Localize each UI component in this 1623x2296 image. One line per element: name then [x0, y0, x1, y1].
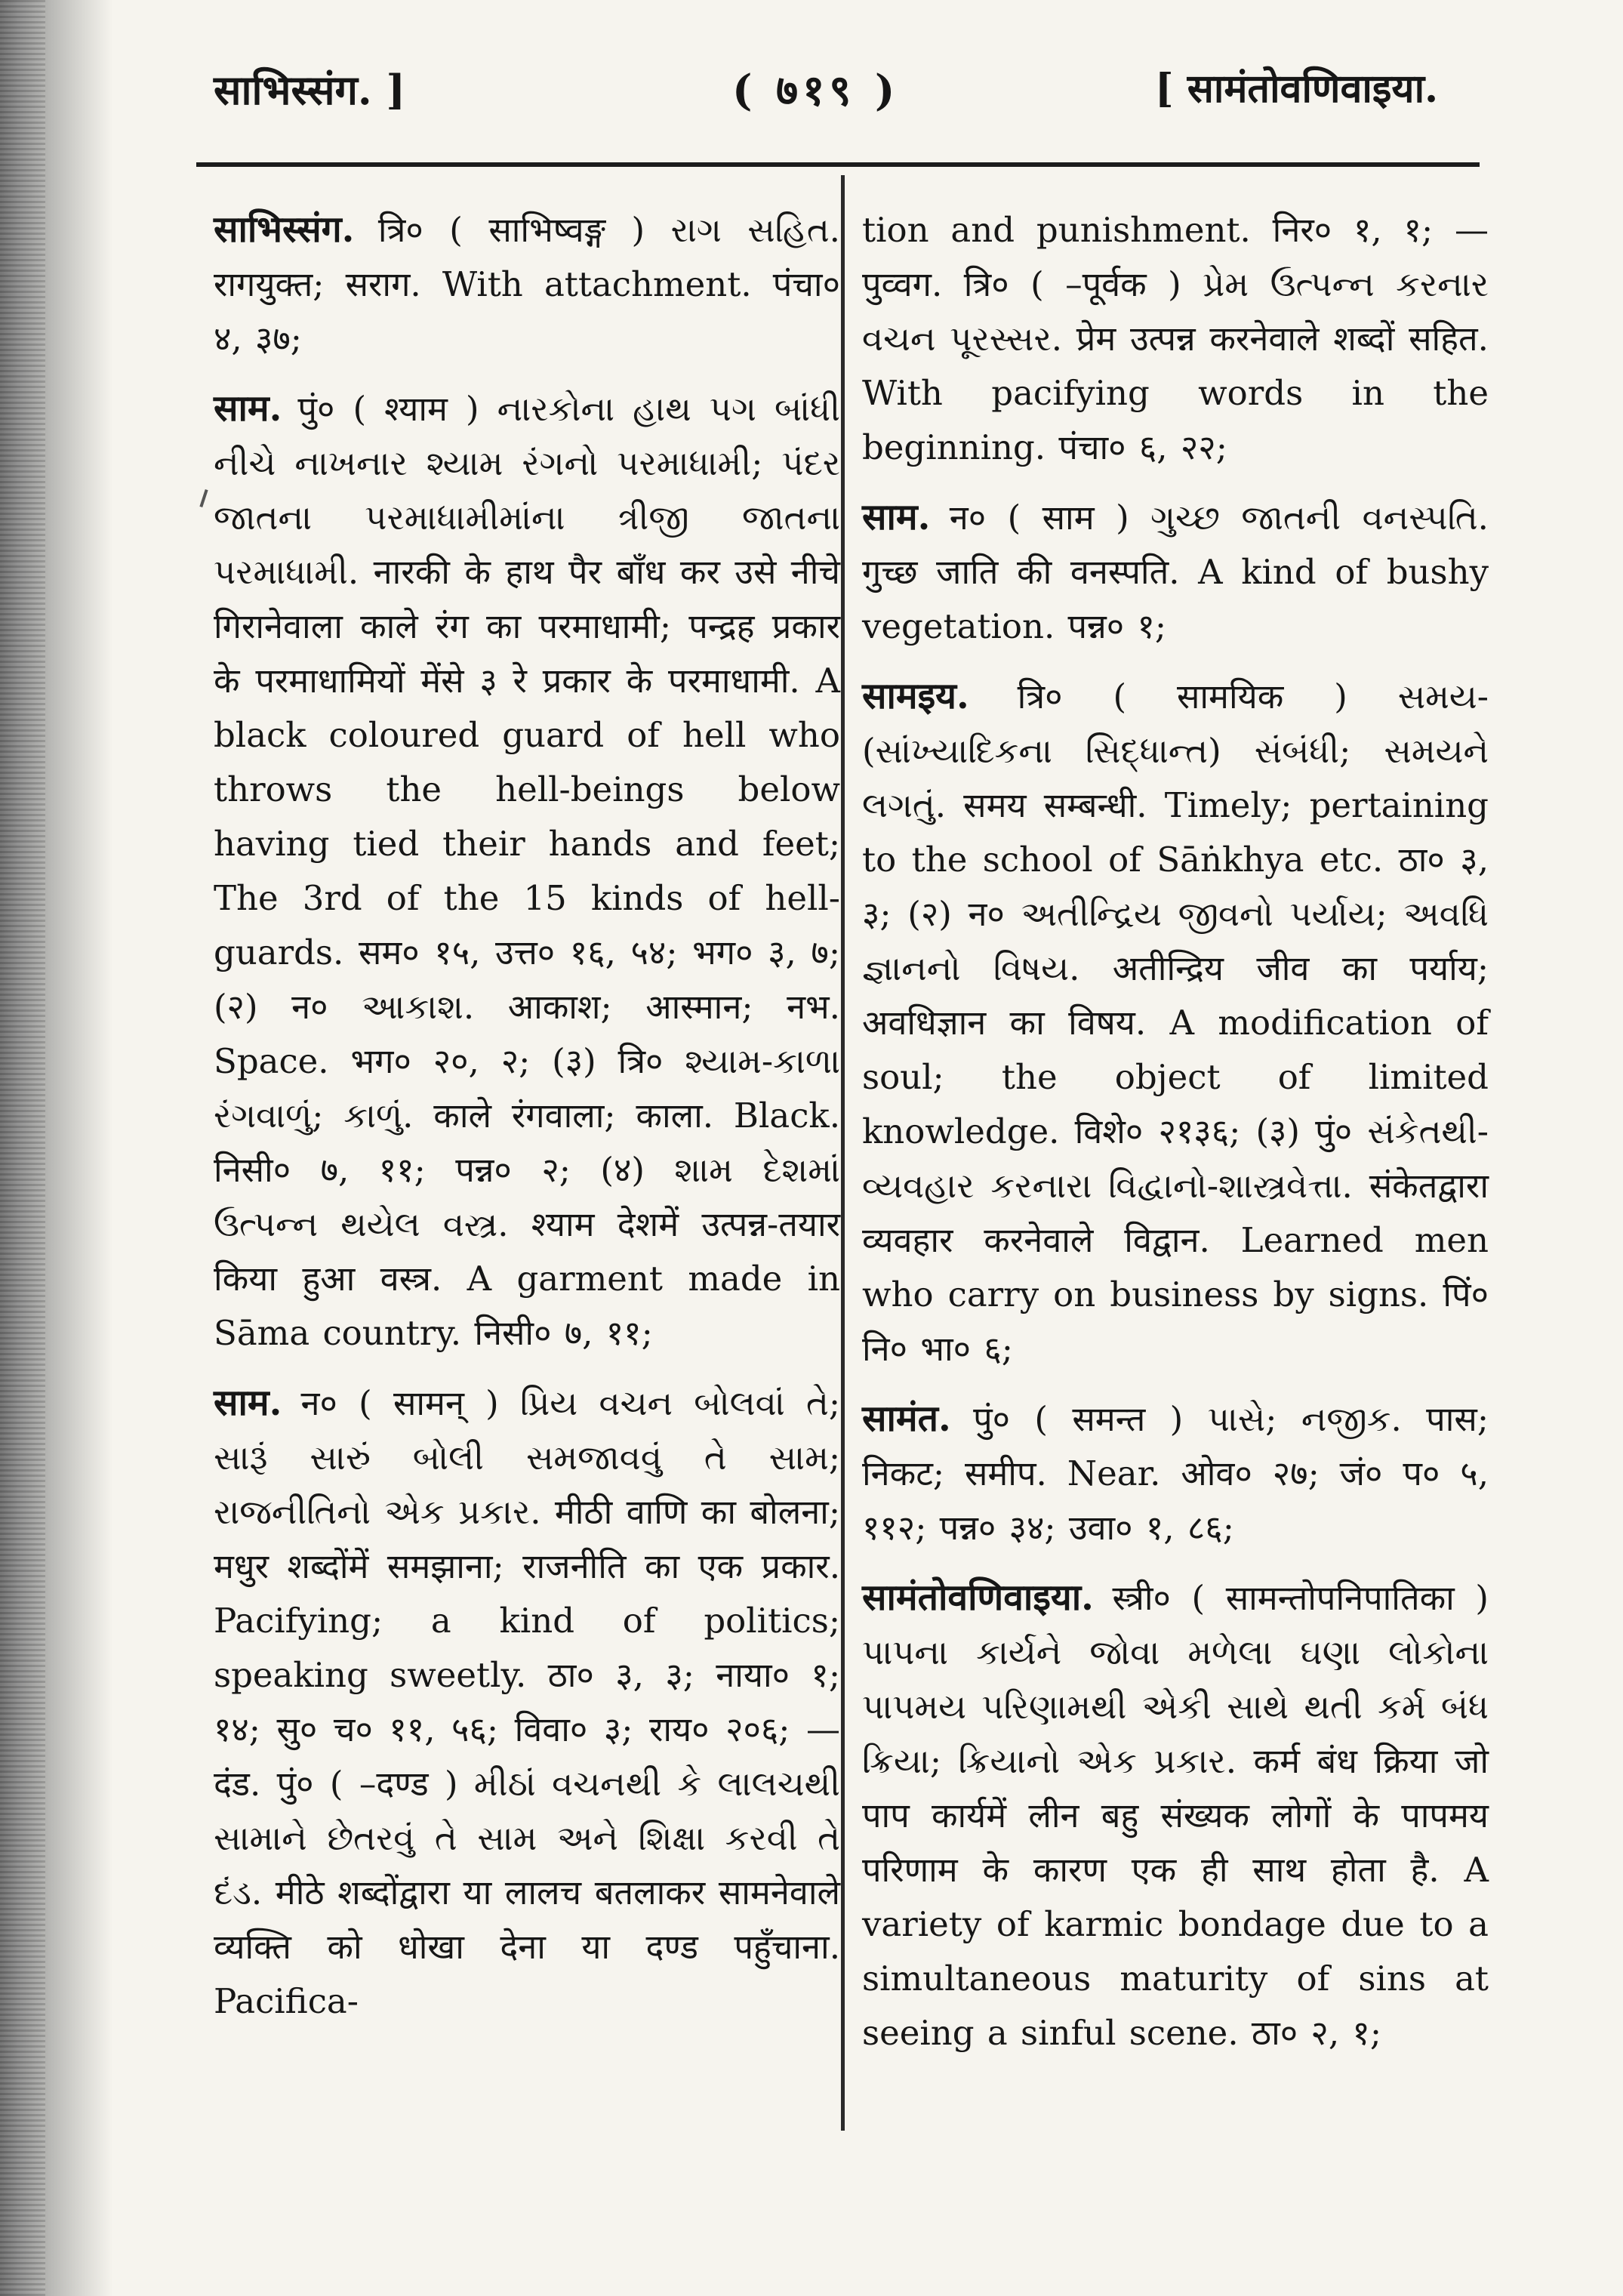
- running-head-right: [ सामंतोवणिवाइया.: [1155, 66, 1439, 112]
- entry-text: स्त्री० ( सामन्तोपनिपातिका ) પાપના કાર્યને જોવા મળેલા ઘણા લોકોના પાપમય પરિણામથી એકી સાથે થતી કર્મ બંધ ક્રિયા; ક્રિયાનો એક પ્રકાર. कर्म बंध क्रिया जो पाप कार्यमें लीन बहु संख्यक लोगों के पापमय परिणाम के कारण एक ही साथ होता है. A variety of karmic bondage due to a simultaneous maturity of sins at seeing a sinful scene. ठा० २, १;: [862, 1578, 1489, 2053]
- entry-sam-plant: [862, 490, 1489, 654]
- column-divider: [841, 175, 845, 2131]
- entry-sam-saman: [214, 1376, 840, 2029]
- page-number: ( ७१९ ): [732, 66, 900, 116]
- headword: साम.: [862, 496, 931, 538]
- header-rule: [196, 162, 1480, 167]
- entry-sabhissang: [214, 202, 840, 366]
- entry-text: त्रि० ( साभिष्वङ्ग ) રાગ સહિત. रागयुक्त; सराग. With attachment. पंचा० ४, ३७;: [214, 210, 840, 359]
- entry-text: न० ( साम ) ગુચ્છ જાતની વનસ્પતિ. गुच्छ जाति की वनस्पति. A kind of bushy vegetation. पन्न० १;: [862, 498, 1489, 646]
- headword: सामंतोवणिवाइया.: [862, 1576, 1094, 1619]
- entry-sam-shyam: [214, 381, 840, 1361]
- entry-samant: [862, 1391, 1489, 1555]
- left-column: [214, 202, 840, 2044]
- headword: साभिस्संग.: [214, 208, 355, 251]
- headword: सामंत.: [862, 1398, 951, 1440]
- entry-text: पुं० ( श्याम ) નારકોના હાથ પગ બાંધી નીચે નાખનાર શ્યામ રંગનો પરમાધામી; પંદર જાતના પરમાધામીમાંના ત્રીજી જાતના પરમાધામી. नारकी के हाथ पैर बाँध कर उसे नीचे गिरानेवाला काले रंग का परमाधामी; पन्द्रह प्रकार के परमाधामियों मेंसे ३ रे प्रकार के परमाधामी. A black coloured guard of hell who throws the hell-beings below having tied their hands and feet; The 3rd of the 15 kinds of hell-guards. सम० १५, उत्त० १६, ५४; भग० ३, ७; (२) न० આકાશ. आकाश; आस्मान; नभ. Space. भग० २०, २; (३) त्रि० શ્યામ-કાળા રંગવાળું; કાળું. काले रंगवाला; काला. Black. निसी० ७, ११; पन्न० २; (४) શામ દેશમાં ઉત્પન્ન થયેલ વસ્ત્ર. श्याम देशमें उत्पन्न-तयार किया हुआ वस्त्र. A garment made in Sāma country. निसी० ७, ११;: [214, 389, 840, 1353]
- entry-text: न० ( सामन् ) પ્રિય વચન બોલવાં તે; સારૂં સારું બોલી સમજાવવું તે સામ; રાજનીતિનો એક પ્રકાર. मीठी वाणि का बोलना; मधुर शब्दोंमें समझाना; राजनीति का एक प्रकार. Pacifying; a kind of politics; speaking sweetly. ठा० ३, ३; नाया० १; १४; सु० च० ११, ५६; विवा० ३; राय० २०६; —दंड. पुं० ( –दण्ड ) મીઠાં વચનથી કે લાલચથી સામાને છેતરવું તે સામ અને શિક્ષા કરવી તે દંડ. मीठे शब्दोंद्वारा या लालच बतलाकर सामनेवाले व्यक्ति को धोखा देना या दण्ड पहुँचाना. Pacifica-: [214, 1383, 840, 2021]
- entry-samaiya: [862, 669, 1489, 1376]
- entry-continuation: [862, 202, 1489, 475]
- entry-text: पुं० ( समन्त ) પાસે; નજીક. पास; निकट; समीप. Near. ओव० २७; जं० प० ५, ११२; पन्न० ३४; उवा० १, ८६;: [862, 1399, 1489, 1548]
- headword: साम.: [214, 1382, 282, 1424]
- running-head-left: साभिस्संग. ]: [214, 66, 406, 114]
- ink-mark: [199, 489, 208, 507]
- headword: सामइय.: [862, 675, 969, 717]
- entry-text: tion and punishment. निर० १, १; —पुव्वग. त्रि० ( –पूर्वक ) પ્રેમ ઉત્પન્ન કરનાર વચન પૂરસ્સર. प्रेम उत्पन्न करनेवाले शब्दों सहित. With pacifying words in the beginning. पंचा० ६, २२;: [862, 210, 1489, 467]
- entry-text: त्रि० ( सामयिक ) સમય-(સાંખ્યાદિકના સિદ્ધાન્ત) સંબંધી; સમયને લગતું. समय सम्बन्धी. Timely; pertaining to the school of Sāṅkhya etc. ठा० ३, ३; (२) न० અતીન્દ્રિય જીવનો પર્યાય; અવધિ જ્ઞાનનો વિષય. अतीन्द्रिय जीव का पर्याय; अवधिज्ञान का विषय. A modification of soul; the object of limited knowledge. विशे० २१३६; (३) पुं० સંકેતથી-વ્યવહાર કરનારા વિદ્વાનો-શાસ્ત્રવેત્તા. संकेतद्वारा व्यवहार करनेवाले विद्वान. Learned men who carry on business by signs. पिं० नि० भा० ६;: [862, 676, 1489, 1369]
- headword: साम.: [214, 387, 282, 430]
- right-column: [862, 202, 1489, 2076]
- entry-samantovanivaiya: [862, 1570, 1489, 2060]
